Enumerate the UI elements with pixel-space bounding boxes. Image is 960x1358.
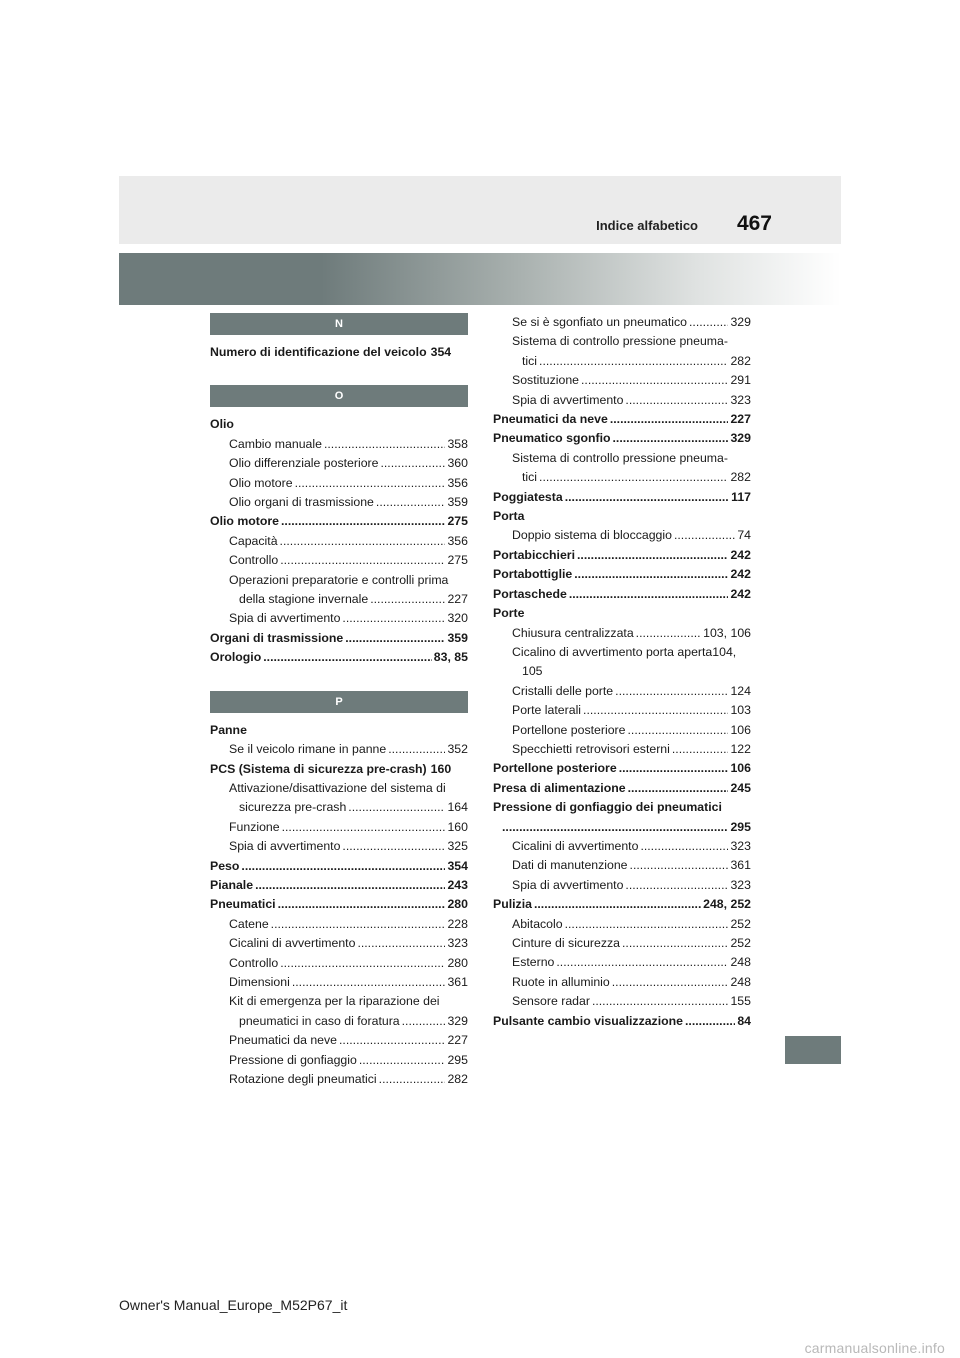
index-entry: Poggiatesta ..... 117 [493, 488, 751, 507]
index-subentry: Dati di manutenzione ..... 361 [493, 856, 751, 875]
index-subentry-continuation: 105 [522, 664, 543, 679]
page-number: 467 [736, 212, 772, 235]
index-subentry: Cinture di sicurezza ..... 252 [493, 934, 751, 953]
index-subentry-continuation: tici ..... 282 [493, 352, 751, 371]
index-subentry: Ruote in alluminio ..... 248 [493, 973, 751, 992]
index-entry: Numero di identificazione del veicolo 354 [210, 345, 452, 359]
index-subentry: Olio differenziale posteriore ..... 360 [210, 454, 468, 473]
index-entry: Olio motore ..... 275 [210, 512, 468, 531]
index-entry: Pneumatico sgonfio ..... 329 [493, 429, 751, 448]
index-subentry: Porte laterali ..... 103 [493, 701, 751, 720]
index-entry: Pneumatici ..... 280 [210, 895, 468, 914]
index-subentry: Specchietti retrovisori esterni ..... 122 [493, 740, 751, 759]
index-subentry: Se il veicolo rimane in panne ..... 352 [210, 740, 468, 759]
index-subentry: Esterno ..... 248 [493, 953, 751, 972]
index-subentry: Sensore radar ..... 155 [493, 992, 751, 1011]
index-subentry: Cicalini di avvertimento ..... 323 [493, 837, 751, 856]
index-subentry: Pressione di gonfiaggio ..... 295 [210, 1051, 468, 1070]
header-gradient-band [119, 253, 841, 305]
index-subentry: Olio motore ..... 356 [210, 474, 468, 493]
index-entry: Panne [210, 722, 247, 737]
index-subentry: Sistema di controllo pressione pneuma- [512, 334, 728, 349]
index-entry: Pulizia ..... 248, 252 [493, 895, 751, 914]
index-entry: Pneumatici da neve ..... 227 [493, 410, 751, 429]
index-entry: Peso ..... 354 [210, 857, 468, 876]
index-subentry-continuation: pneumatici in caso di foratura ..... 329 [210, 1012, 468, 1031]
index-entry: Pulsante cambio visualizzazione ..... 84 [493, 1012, 751, 1031]
index-subentry: Rotazione degli pneumatici ..... 282 [210, 1070, 468, 1089]
index-entry: Orologio ..... 83, 85 [210, 648, 468, 667]
index-entry: Portabicchieri ..... 242 [493, 546, 751, 565]
index-subentry: Abitacolo ..... 252 [493, 915, 751, 934]
index-entry: Portellone posteriore ..... 106 [493, 759, 751, 778]
index-subentry: Doppio sistema di bloccaggio ..... 74 [493, 526, 751, 545]
index-subentry-continuation: tici ..... 282 [493, 468, 751, 487]
index-subentry: Controllo ..... 280 [210, 954, 468, 973]
watermark: carmanualsonline.info [804, 1340, 945, 1356]
index-subentry-continuation: sicurezza pre-crash ..... 164 [210, 798, 468, 817]
letter-bar-p: P [210, 691, 468, 713]
index-subentry: Capacità ..... 356 [210, 532, 468, 551]
index-subentry: Spia di avvertimento ..... 323 [493, 876, 751, 895]
index-subentry: Cicalini di avvertimento ..... 323 [210, 934, 468, 953]
index-subentry: Spia di avvertimento ..... 325 [210, 837, 468, 856]
index-subentry: Spia di avvertimento ..... 320 [210, 609, 468, 628]
index-entry: Presa di alimentazione ..... 245 [493, 779, 751, 798]
index-subentry: Funzione ..... 160 [210, 818, 468, 837]
index-entry: PCS (Sistema di sicurezza pre-crash) 160 [210, 761, 452, 776]
index-entry: Porte [493, 606, 525, 621]
index-subentry: Olio organi di trasmissione ..... 359 [210, 493, 468, 512]
index-subentry: Sostituzione ..... 291 [493, 371, 751, 390]
index-entry: Pressione di gonfiaggio dei pneumatici [493, 800, 722, 815]
index-entry: Olio [210, 417, 234, 432]
index-subentry: Controllo ..... 275 [210, 551, 468, 570]
index-subentry-continuation: della stagione invernale ..... 227 [210, 590, 468, 609]
index-subentry: Cicalino di avvertimento porta aperta104, [512, 644, 737, 659]
index-subentry: Sistema di controllo pressione pneuma- [512, 450, 728, 465]
index-subentry: Cristalli delle porte ..... 124 [493, 682, 751, 701]
index-subentry: Se si è sgonfiato un pneumatico ..... 329 [493, 313, 751, 332]
section-title: Indice alfabetico [596, 218, 698, 233]
index-entry: Portaschede ..... 242 [493, 585, 751, 604]
index-subentry: Operazioni preparatorie e controlli prima [229, 572, 449, 587]
index-entry-continuation: ..... 295 [493, 818, 751, 837]
letter-bar-n: N [210, 313, 468, 335]
index-entry: Porta [493, 509, 525, 524]
index-subentry: Spia di avvertimento ..... 323 [493, 391, 751, 410]
chapter-side-tab [785, 1036, 841, 1064]
index-subentry: Dimensioni ..... 361 [210, 973, 468, 992]
letter-bar-o: O [210, 385, 468, 407]
index-entry: Pianale ..... 243 [210, 876, 468, 895]
index-column-right [493, 313, 751, 1031]
index-subentry: Kit di emergenza per la riparazione dei [229, 994, 440, 1009]
index-subentry: Attivazione/disattivazione del sistema di [229, 780, 446, 795]
header-box [119, 176, 841, 244]
index-subentry: Cambio manuale ..... 358 [210, 435, 468, 454]
index-subentry: Catene ..... 228 [210, 915, 468, 934]
index-subentry: Portellone posteriore ..... 106 [493, 721, 751, 740]
index-entry: Portabottiglie ..... 242 [493, 565, 751, 584]
index-column-left [210, 313, 468, 1089]
index-subentry: Pneumatici da neve ..... 227 [210, 1031, 468, 1050]
index-entry: Organi di trasmissione ..... 359 [210, 629, 468, 648]
footer-manual-id: Owner's Manual_Europe_M52P67_it [119, 1297, 348, 1313]
index-subentry: Chiusura centralizzata ..... 103, 106 [493, 624, 751, 643]
